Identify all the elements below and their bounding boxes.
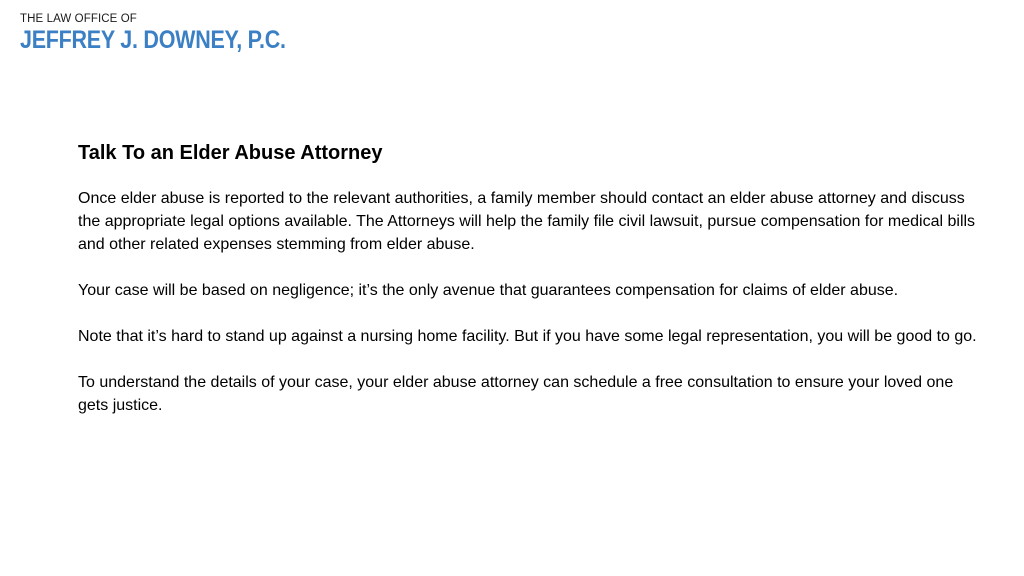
- paragraph-nursing-home: Note that it’s hard to stand up against a nursing home facility. But if you have some legal representation, you will be good to go.: [78, 328, 977, 345]
- logo-top-line: THE LAW OFFICE OF: [20, 13, 137, 25]
- slide-content: [78, 140, 978, 440]
- paragraph-consultation: To understand the details of your case, your elder abuse attorney can schedule a free consultation to ensure your loved one gets justice.: [78, 374, 954, 414]
- paragraph-contact-attorney: Once elder abuse is reported to the relevant authorities, a family member should contact an elder abuse attorney and discuss the appropriate legal options available. The Attorneys will help the family file civil lawsuit, pursue compensation for medical bills and other related expenses stemming from elder abuse.: [78, 190, 976, 253]
- paragraph-negligence: Your case will be based on negligence; it’s the only avenue that guarantees compensation for claims of elder abuse.: [78, 282, 899, 299]
- logo-firm-name: JEFFREY J. DOWNEY, P.C.: [20, 26, 286, 54]
- page-title: Talk To an Elder Abuse Attorney: [78, 142, 383, 164]
- law-office-logo: [20, 13, 329, 53]
